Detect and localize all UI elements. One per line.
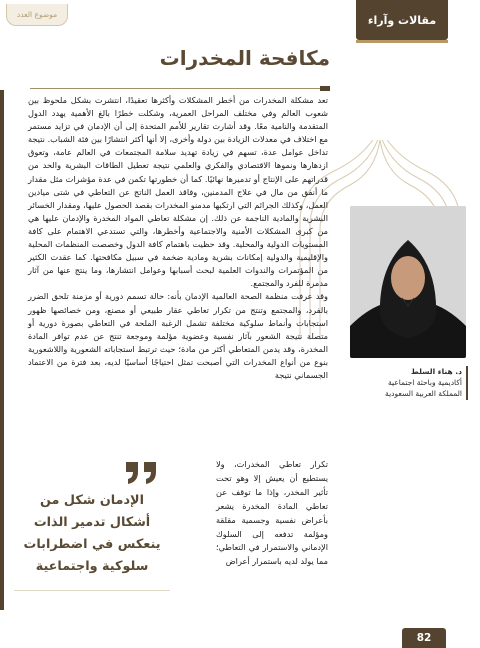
- page-number: 82: [402, 628, 446, 648]
- title-underline-accent: [320, 86, 330, 91]
- article-body-main: [28, 94, 328, 382]
- author-country: المملكة العربية السعودية: [385, 389, 462, 398]
- author-name: د. هناء السلط: [411, 367, 462, 376]
- issue-topic-tag: موضوع العدد: [6, 4, 68, 26]
- pull-quote-rule: [14, 590, 170, 591]
- article-paragraph: تعد مشكلة المخدرات من أخطر المشكلات وأكثرها تعقيدًا، انتشرت بشكل ملحوظ بين شعوب العالم وفي مختلف المراحل العمرية، وشكلت خطرًا بالغ الأهمية يهدد الدول المتقدمة والنامية معًا. وقد أشارت تقارير للأمم المتحدة إلى أن الإدمان في تزايد مستمر مع اختلاف في معدلات الزيادة بين دولة وأخرى، إلا أنها أكثر انتشارًا بين فئة الشباب. نتيجة تداخل عوامل عدة، تسهم في زيادة تهديد سلامة المجتمعات في العالم عامة، وتعوق ازدهارها ونموها الاقتصادي والفكري والعلمي نتيجة تعطيل الطاقات البشرية والحد من قدراتهم على الإنتاج أو تدميرها نهائيًا. كما أن خطورتها تكمن في عدة مؤشرات مثل مقدار ما أنفق من مال في علاج المدمنين، وفاقد العمل الناتج عن التعاطي في شتى ميادين العمل، وكذلك الجرائم التي ارتكبها مدمنو المخدرات بقصد الحصول عليها، ومقدار الخسائر البشرية والمادية الناجمة عن ذلك. إن مشكلة تعاطي المواد المخدرة والإدمان عليها هي من كبرى المشكلات الأمنية والاجتماعية وأخطرها، والتي تستدعي الاهتمام على كافة المستويات الدولية والمحلية. وقد حظيت باهتمام كافة الدول وخصصت المنظمات المحلية والإقليمية والدولية إمكانات بشرية ومادية ضخمة في سبيل مكافحتها. كما عقدت الكثير من المؤتمرات والندوات العلمية لبحث أسبابها وعوامل انتشارها، وما ينتج عنها من آثار مدمرة للفرد والمجتمع.: [28, 95, 328, 289]
- section-tab: مقالات وآراء: [356, 0, 448, 40]
- article-title: مكافحة المخدرات: [159, 46, 330, 70]
- quote-mark-icon: [124, 460, 160, 486]
- pull-quote-line: سلوكية واجتماعية: [35, 559, 149, 574]
- article-body-continued: تكرار تعاطي المخدرات، ولا يستطيع أن يعيش إلا وهو تحت تأثير المخدر، وإذا ما توقف عن تعاطي المادة المخدرة يشعر بأعراض نفسية وجسمية مقلقة ومؤلمة تدفعه إلى السلوك الإدماني والاستمرار في التعاطي؛ مما يولد لديه باستمرار أعراض: [216, 459, 328, 567]
- section-tab-edge: [356, 40, 448, 43]
- pull-quote: [14, 490, 170, 578]
- caption-accent-bar: [466, 366, 468, 400]
- author-photo: [350, 206, 466, 358]
- author-caption: [347, 366, 462, 399]
- pull-quote-line: ينعكس في اضطرابات: [23, 537, 161, 552]
- author-portrait-image: [350, 206, 466, 358]
- left-accent-rule: [0, 90, 4, 610]
- title-underline: [30, 88, 330, 89]
- article-paragraph: وقد عرفت منظمة الصحة العالمية الإدمان بأنه: حالة تسمم دورية أو مزمنة تلحق الضرر بالفرد، والمجتمع وتنتج من تكرار تعاطي عقار طبيعي أو مصنع، ومن خصائصها ظهور استجابات وأنماط سلوكية مختلفة تشمل الرغبة الملحة في التعاطي بصورة دورية أو متصلة نتيجة الشعور بآثار نفسية وعضوية مؤلمة وموجعة تنتج عن عدم توافر المادة المخدرة، وقد يدمن المتعاطي أكثر من مادة؛ حيث ترتبط استجاباته الشعورية واللاشعورية بنوع من أنواع المخدرات التي أصبحت تمثل احتياجًا أساسيًا لديه، بعد فترة من الاعتماد الجسماني نتيجة: [28, 291, 328, 380]
- author-title: أكاديمية وباحثة اجتماعية: [387, 378, 462, 387]
- pull-quote-line: أشكال تدمير الذات: [33, 515, 151, 530]
- pull-quote-line: الإدمان شكل من: [40, 493, 144, 508]
